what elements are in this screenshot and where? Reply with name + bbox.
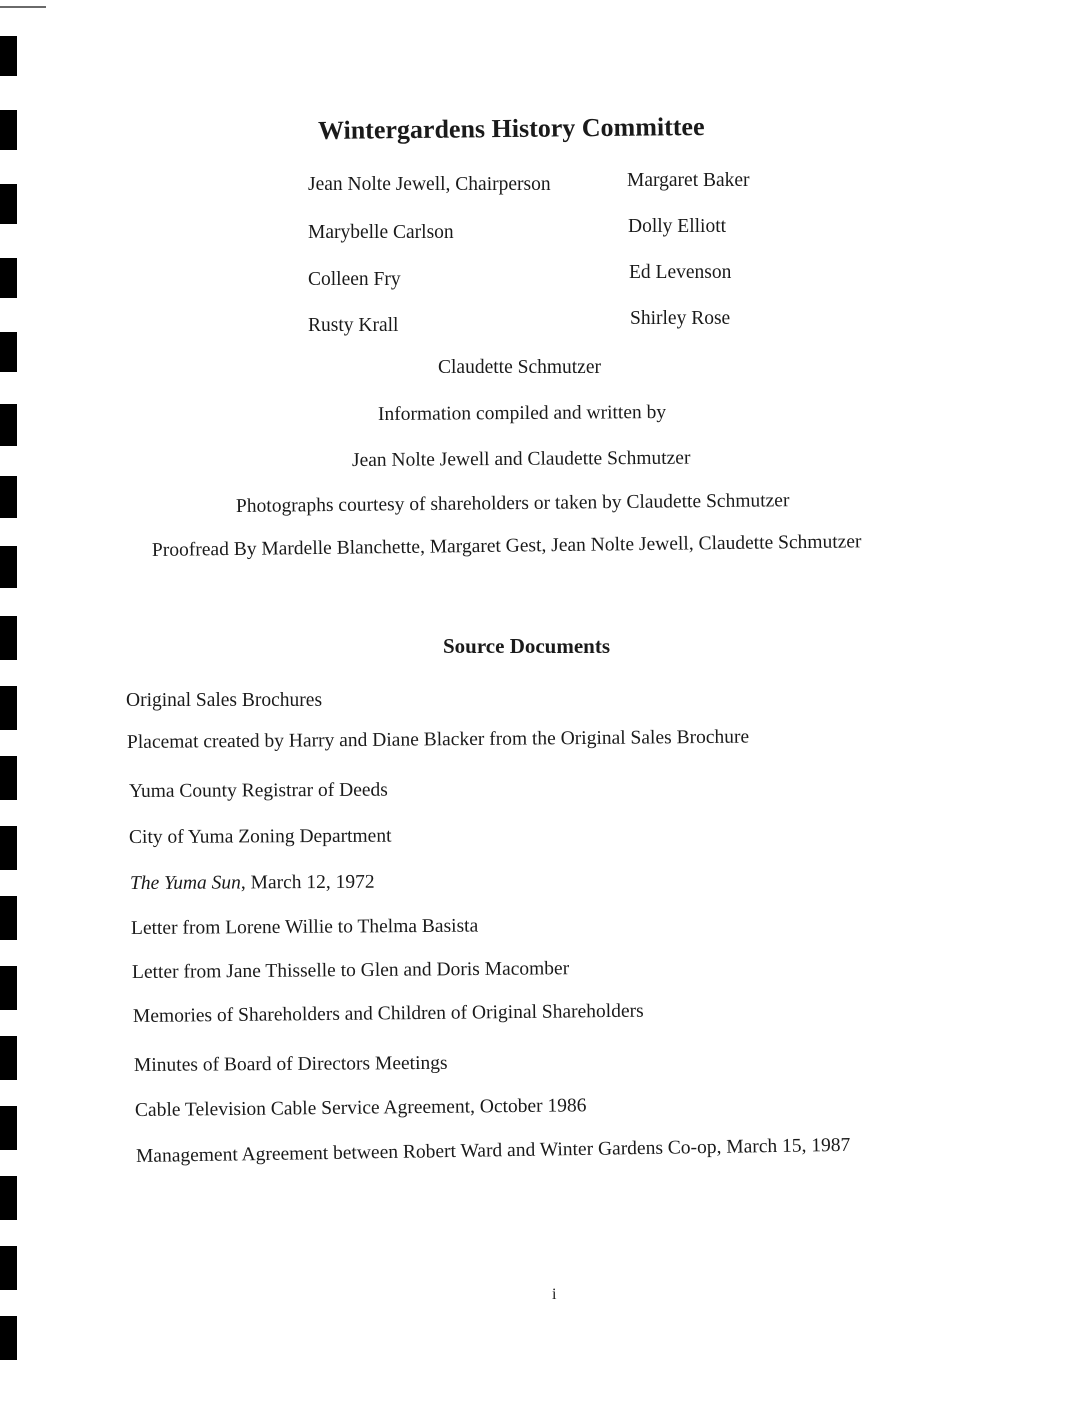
committee-member: Margaret Baker xyxy=(627,170,750,191)
source-item: Minutes of Board of Directors Meetings xyxy=(133,1052,448,1076)
committee-member: Claudette Schmutzer xyxy=(438,357,601,378)
newspaper-date: , March 12, 1972 xyxy=(240,871,375,894)
photographs-credit: Photographs courtesy of shareholders or taken by Claudette Schmutzer xyxy=(235,490,790,517)
committee-member: Ed Levenson xyxy=(629,262,732,283)
compiled-by: Jean Nolte Jewell and Claudette Schmutzer xyxy=(351,447,691,471)
source-item: Yuma County Registrar of Deeds xyxy=(128,779,388,802)
source-item: Memories of Shareholders and Children of Original Shareholders xyxy=(132,1000,644,1027)
page-title: Wintergardens History Committee xyxy=(317,111,705,145)
newspaper-name: The Yuma Sun xyxy=(129,872,241,894)
committee-member: Colleen Fry xyxy=(308,269,401,290)
source-item: Management Agreement between Robert Ward and Winter Gardens Co-op, March 15, 1987 xyxy=(135,1134,851,1167)
source-item: Cable Television Cable Service Agreement, October 1986 xyxy=(134,1095,587,1121)
page-number: i xyxy=(552,1286,557,1303)
compiled-label: Information compiled and written by xyxy=(377,401,667,425)
source-item: Placemat created by Harry and Diane Blacker from the Original Sales Brochure xyxy=(126,726,750,753)
committee-member: Jean Nolte Jewell, Chairperson xyxy=(308,174,551,195)
source-item: Original Sales Brochures xyxy=(126,690,323,711)
source-item: Letter from Lorene Willie to Thelma Basista xyxy=(130,915,479,939)
committee-member: Marybelle Carlson xyxy=(308,222,454,243)
committee-member: Shirley Rose xyxy=(630,308,731,329)
source-item: City of Yuma Zoning Department xyxy=(128,825,392,848)
committee-member: Rusty Krall xyxy=(308,315,399,336)
source-item-newspaper xyxy=(130,872,375,895)
section-heading: Source Documents xyxy=(443,634,611,658)
source-item: Letter from Jane Thisselle to Glen and Doris Macomber xyxy=(131,958,570,983)
proofread-credit: Proofread By Mardelle Blanchette, Margaret Gest, Jean Nolte Jewell, Claudette Schmutzer xyxy=(151,531,862,561)
committee-member: Dolly Elliott xyxy=(628,216,727,237)
